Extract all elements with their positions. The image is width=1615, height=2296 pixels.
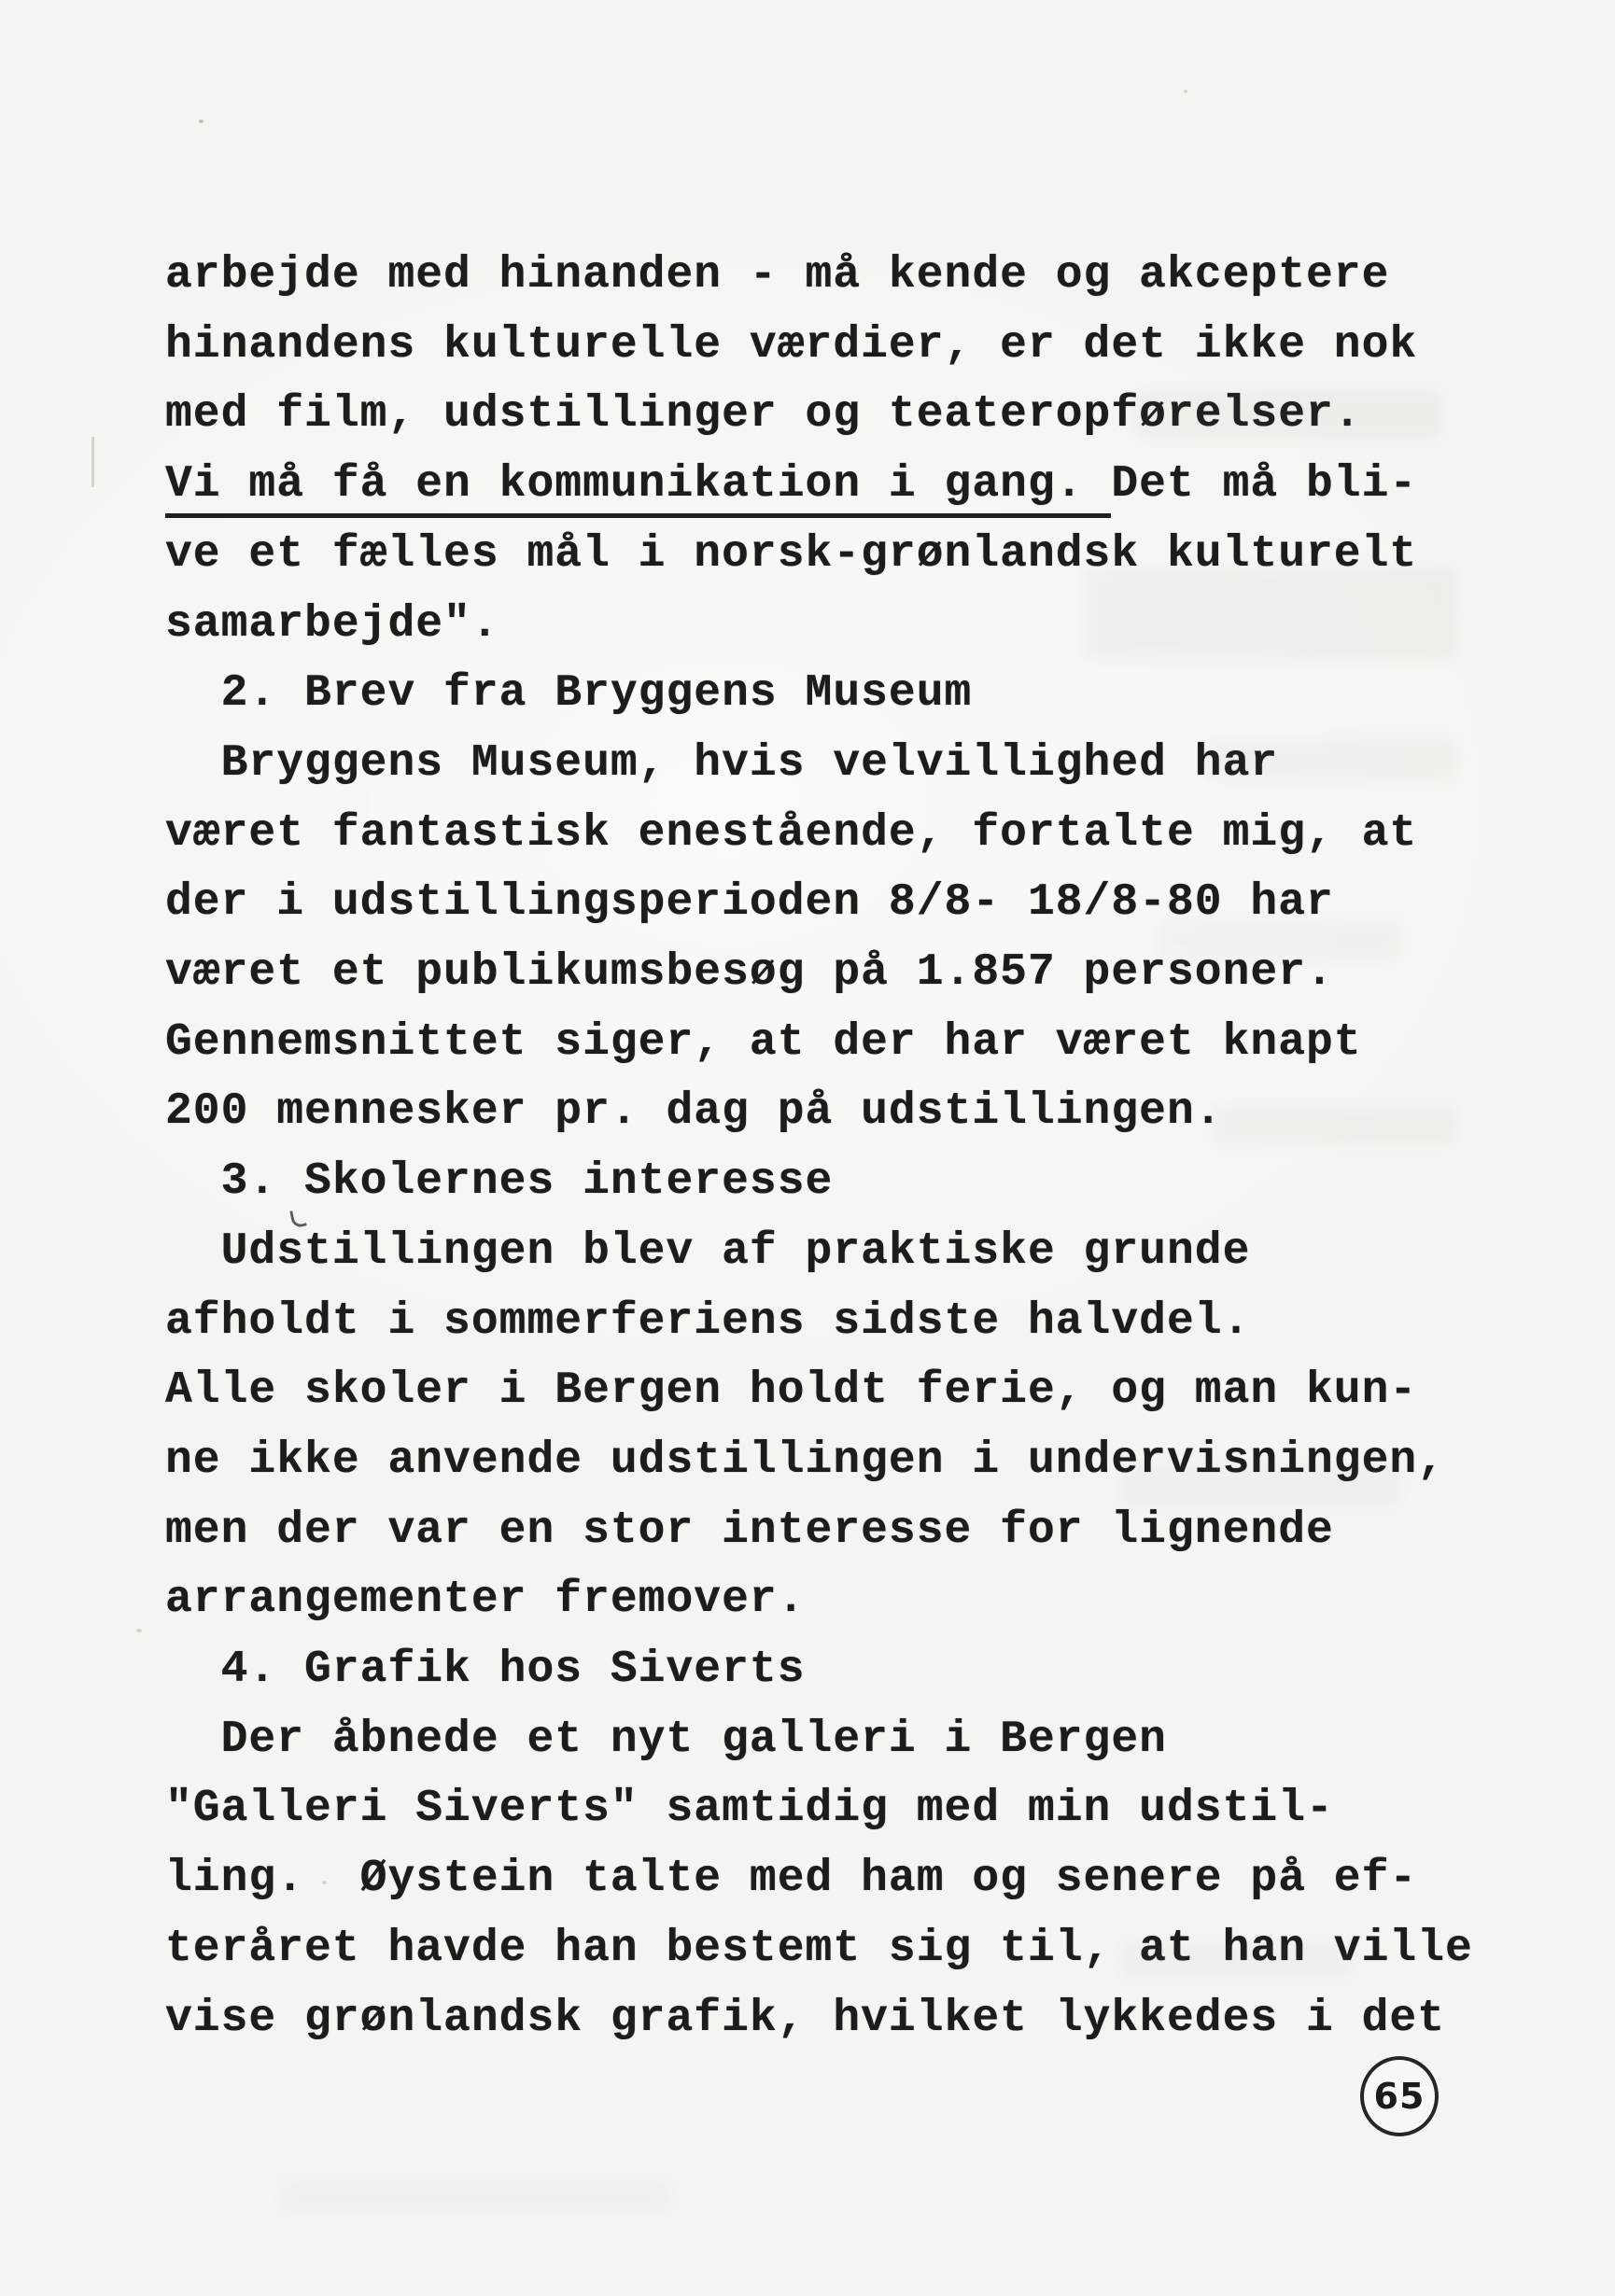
scan-speck [1184,90,1187,93]
text-line [165,450,1547,520]
text-line [165,729,1547,799]
line-text: men der var en stor interesse for lignende [165,1505,1334,1556]
line-text: ne ikke anvende udstillingen i undervisningen, [165,1435,1446,1486]
text-line [165,659,1547,729]
line-text: arbejde med hinanden - må kende og akceptere [165,250,1390,301]
line-text: været fantastisk enestående, fortalte mig, at [165,807,1418,859]
typewritten-text-block [165,241,1547,2053]
line-text: hinandens kulturelle værdier, er det ikke nok [165,319,1418,371]
line-text: der i udstillingsperioden 8/8- 18/8-80 har [165,877,1334,929]
line-text: været et publikumsbesøg på 1.857 personer. [165,947,1334,999]
text-line [165,1426,1547,1496]
text-line [165,1077,1547,1147]
line-text: samarbejde". [165,598,499,650]
text-line [165,241,1547,311]
line-text: Udstillingen blev af praktiske grunde [165,1225,1251,1277]
line-text: 3. Skolernes interesse [165,1156,834,1208]
text-line [165,1844,1547,1914]
text-line [165,1147,1547,1217]
scan-smudge [280,2179,672,2213]
text-line [165,938,1547,1008]
page-number: 65 [1373,2076,1425,2117]
line-text: teråret havde han bestemt sig til, at han ville [165,1923,1473,1974]
line-text: 200 mennesker pr. dag på udstillingen. [165,1086,1223,1138]
text-line [165,1565,1547,1635]
text-line [165,1774,1547,1844]
text-line [165,1287,1547,1357]
text-line [165,1984,1547,2054]
line-text: Gennemsnittet siger, at der har været knapt [165,1016,1362,1068]
line-text: Det må bli- [1111,459,1418,511]
scan-speck [199,119,204,123]
line-text: afholdt i sommerferiens sidste halvdel. [165,1295,1251,1347]
line-text: 2. Brev fra Bryggens Museum [165,668,973,720]
text-line [165,1705,1547,1775]
line-text: Der åbnede et nyt galleri i Bergen [165,1714,1167,1765]
text-line [165,380,1547,450]
line-text: arrangementer fremover. [165,1575,806,1626]
underlined-text: Vi må få en kommunikation i gang. [165,459,1111,518]
text-line [165,1635,1547,1705]
scan-edge-mark [91,437,94,487]
text-line [165,868,1547,938]
page-number-badge [1360,2056,1439,2136]
line-text: "Galleri Siverts" samtidig med min udstil- [165,1784,1334,1835]
text-line [165,590,1547,660]
text-line [165,1008,1547,1078]
scan-speck [322,1881,327,1884]
text-line [165,311,1547,381]
line-text: ling. Øystein talte med ham og senere på ef- [165,1854,1418,1905]
line-text: ve et fælles mål i norsk-grønlandsk kulturelt [165,528,1418,580]
text-line [165,520,1547,590]
text-line [165,1914,1547,1984]
line-text: vise grønlandsk grafik, hvilket lykkedes i det [165,1993,1446,2044]
text-line [165,1217,1547,1287]
text-line [165,1356,1547,1426]
line-text: med film, udstillinger og teateropførelser. [165,389,1362,441]
line-text: 4. Grafik hos Siverts [165,1645,806,1696]
line-text: Bryggens Museum, hvis velvillighed har [165,737,1279,789]
line-text: Alle skoler i Bergen holdt ferie, og man kun- [165,1365,1418,1417]
text-line [165,799,1547,869]
text-line [165,1496,1547,1566]
scan-speck [136,1629,142,1632]
